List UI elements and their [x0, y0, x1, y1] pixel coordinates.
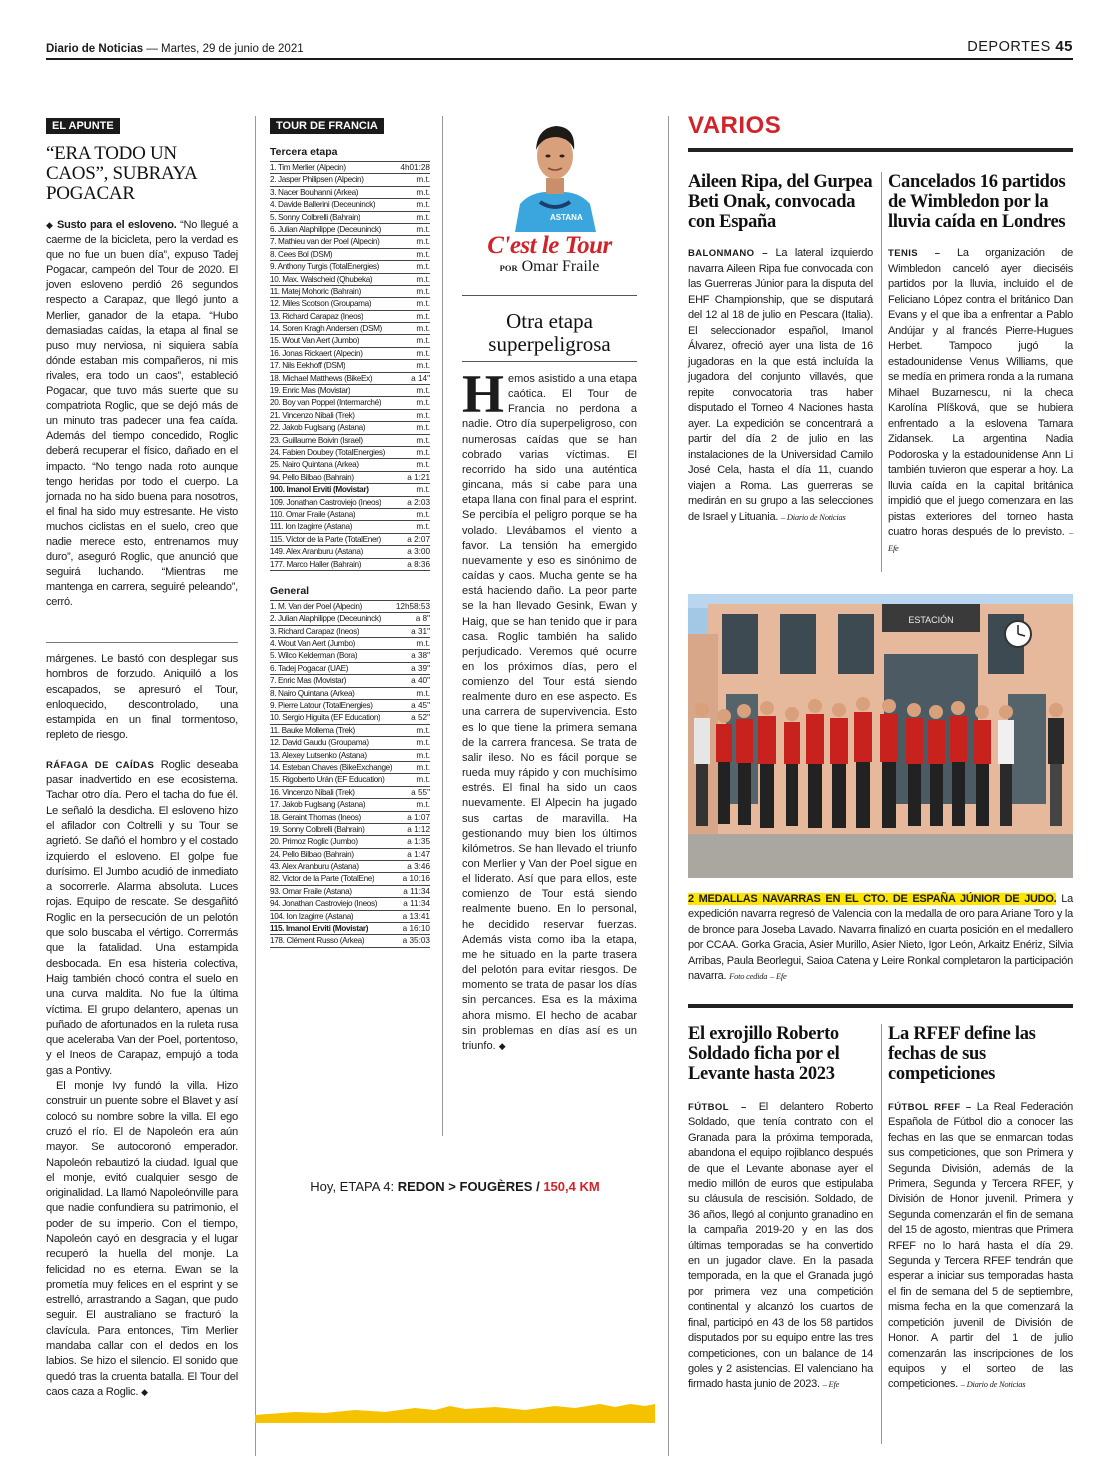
rider-time: a 3:46 [407, 862, 430, 872]
table-row [270, 199, 430, 211]
rider-time: a 11:34 [403, 886, 430, 896]
rider-name: 17. Nils Eekhoff (DSM) [270, 361, 346, 371]
rider-name: 12. David Gaudu (Groupama) [270, 738, 369, 748]
rider-name: 23. Guillaume Boivin (Israel) [270, 435, 363, 445]
article-text: La lateral izquierdo navarra Aileen Ripa fue convocada con las Guerreras Júnior para la disputa del EHF Championship, que se disputará del 12 al 18 de julio en Pescara (Italia). El seleccionador español, Imanol Álvarez, ofreció ayer una lista de 16 jugadoras en la que está incluída la jugadora del conjunto villavés, que repite convocatoria tras haber disputado el Torneo 4 Naciones hasta ayer. La expedición se concentrará a partir del día 2 de julio en las instalaciones de la Universidad Camilo José Cela, hasta el día 11, cuando viajen a Roma. Las guerreras se medirán en su grupo a las selecciones de Israel y Lituania. [688, 247, 874, 523]
rider-name: 14. Esteban Chaves (BikeExchange) [270, 762, 393, 772]
apunte-tag: EL APUNTE [46, 118, 120, 134]
table-row [270, 836, 430, 848]
table-row [270, 286, 430, 298]
article-headline: La RFEF define las fechas de sus competiciones [888, 1024, 1036, 1084]
photo-caption: 2 MEDALLAS NAVARRAS EN EL CTO. DE ESPAÑA JÚNIOR DE JUDO. La expedición navarra regresó de Valencia con la medalla de oro para Ariane Toro y la de bronce para Joseba Lavado. Navarra finalizó en cuarta posición en el medallero por CCAA. Gorka Gracia, Asier Murillo, Asier Nieto, Igor León, Arkaitz Enériz, Silvia Arribas, Paula Beorlegui, Saioa Catena y Leire Ronkal completaron la participación navarra. Foto cedida – Efe [688, 893, 1074, 983]
table-row [270, 663, 430, 675]
header-date: — Martes, 29 de junio de 2021 [146, 43, 304, 55]
rider-name: 17. Jakob Fuglsang (Astana) [270, 800, 366, 810]
rider-name: 21. Vincenzo Nibali (Trek) [270, 410, 355, 420]
rider-name: 24. Pello Bilbao (Bahrain) [270, 849, 354, 859]
table-row [270, 236, 430, 248]
table-row [270, 812, 430, 824]
rider-name: 20. Primoz Roglic (Jumbo) [270, 837, 358, 847]
table-row [270, 700, 430, 712]
rider-time: a 8" [415, 614, 430, 624]
opinion-text: emos asistido a una etapa caótica. El Tour de Francia no perdona a nadie. Otro día superpeligroso, con numerosas caídas que se han cobrado varias víctimas. El recorrido ha sido una auténtica gincana, más si cabe para una etapa llana con final para el esprint. Se percibía el peligro porque se ha volado. Llevábamos el viento a favor. La tensión ha emergido nuevamente y eso es sinónimo de caídas y caos. Mucha gente se ha está haciendo daño. La peor parte se la han llevado Gesink, Ewan y Haig, que se han tenido que ir para casa. Roglic también ha salido perjudicado. Veremos qué ocurre en los próximos días, pero el comienzo del Tour está siendo realmente duro en ese aspecto. Es una carrera de supervivencia. Esto es lo que tiene la primera semana de la carrera francesa. Se trata de salir ileso. No es fácil porque se rueda muy rápido y con muchísimo estrés. El final ha sido un caos nuevamente. El Alpecin ha jugado sus cartas de maravilla. Ha gestionando muy bien los últimos kilómetros. Se han llevado el triunfo con Merlier y Van der Poel sigue en el liderato. Así que para ellos, este comienzo de Tour está siendo realmente bueno. En lo personal, he decidido reservar fuerzas. Además vista como iba la etapa, me he situado en la parte trasera del pelotón para evitar riesgos. De momento se trata de pasar los días sin percances. Esa es la máxima ahora mismo. El hecho de acabar sin problemas en días así es un triunfo. [462, 373, 637, 1052]
varios-rule [688, 1004, 1073, 1008]
general-title: General [270, 584, 310, 597]
hoy-route: REDON > FOUGÈRES / [397, 1179, 540, 1194]
rider-time: a 14" [411, 373, 430, 383]
varios-title: VARIOS [688, 112, 782, 139]
rider-time: m.t. [416, 299, 430, 309]
rider-time: m.t. [416, 435, 430, 445]
table-row [270, 886, 430, 898]
tour-results [270, 116, 430, 948]
rider-name: 7. Mathieu van der Poel (Alpecin) [270, 237, 380, 247]
rider-time: m.t. [416, 212, 430, 222]
article-headline: Aileen Ripa, del Gurpea Beti Onak, convocada con España [688, 172, 873, 232]
rider-name: 1. Tim Merlier (Alpecin) [270, 163, 346, 172]
table-row [270, 497, 430, 509]
table-row [270, 601, 430, 613]
table-row [270, 385, 430, 397]
page-header [46, 38, 1073, 60]
rider-time: m.t. [416, 639, 430, 649]
apunte-box [46, 116, 238, 610]
table-row [270, 459, 430, 471]
rider-name: 149. Alex Aranburu (Astana) [270, 547, 363, 557]
table-row [270, 935, 430, 947]
rider-name: 8. Cees Bol (DSM) [270, 249, 333, 259]
rider-name: 6. Julian Alaphilippe (Deceuninck) [270, 224, 381, 234]
judo-team-photo [688, 594, 1073, 878]
rider-name: 25. Nairo Quintana (Arkea) [270, 460, 359, 470]
rider-time: m.t. [416, 386, 430, 396]
apunte-title: “ERA TODO UN CAOS”, SUBRAYA POGACAR [46, 143, 197, 204]
rider-name: 24. Fabien Doubey (TotalEnergies) [270, 447, 385, 457]
rider-name: 178. Clément Russo (Arkea) [270, 936, 365, 946]
section-name: DEPORTES [967, 39, 1051, 55]
table-row [270, 737, 430, 749]
rider-name: 8. Nairo Quintana (Arkea) [270, 688, 355, 698]
rider-time: m.t. [416, 460, 430, 470]
rider-time: 12h58:53 [395, 601, 430, 611]
article-aileen-ripa: Aileen Ripa, del Gurpea Beti Onak, convocada con España BALONMANO – La lateral izquierdo navarra Aileen Ripa fue convocada con las Guerreras Júnior para la disputa del EHF Championship, que se disputará del 12 al 18 de julio en Pescara (Italia). El seleccionador español, Imanol Álvarez, ofreció ayer una lista de 16 jugadoras en la que está incluída la jugadora del conjunto villavés, que repite convocatoria tras haber disputado el Torneo 4 Naciones hasta ayer. La expedición se concentrará a partir del día 2 de julio en las instalaciones de la Universidad Camilo José Cela, hasta el día 11, cuando viajen a Roma. Las guerreras se medirán en su grupo a las selecciones de Israel y Lituania. – Diario de Noticias [688, 172, 874, 523]
table-row [270, 397, 430, 409]
column-rule [881, 1024, 882, 1444]
rider-name: 3. Nacer Bouhanni (Arkea) [270, 187, 359, 197]
table-row [270, 212, 430, 224]
rider-time: a 52" [411, 713, 430, 723]
subhead-rafaga: RÁFAGA DE CAÍDAS [46, 759, 155, 771]
rider-time: m.t. [416, 750, 430, 760]
rider-name: 20. Boy van Poppel (Intermarché) [270, 398, 382, 408]
article-headline: Cancelados 16 partidos de Wimbledon por la lluvia caída en Londres [888, 172, 1066, 232]
table-row [270, 911, 430, 923]
table-row [270, 422, 430, 434]
svg-text:ASTANA: ASTANA [550, 213, 583, 222]
rider-name: 5. Sonny Colbrelli (Bahrain) [270, 212, 361, 222]
rider-time: m.t. [416, 224, 430, 234]
article-text: La Real Federación Española de Fútbol dio a conocer las fechas en las que se enmarcan todas sus competiciones, que son Primera y Segunda División, además de la Primera, Segunda y Tercera RFEF, y División de Honor juvenil. Primera y Segunda comenzarán el fin de semana del 15 de agosto, mientras que Primera RFEF no lo hará hasta el día 29. Segunda y Tercera RFEF tendrán que esperar a iniciar sus temporadas hasta el fin de semana del 5 de septiembre, misma fecha en la que comenzará la competición juvenil de División de Honor. A partir del 1 de julio comenzarán las inscripciones de los equipos y el sorteo de las competiciones. [888, 1101, 1073, 1391]
table-row [270, 298, 430, 310]
table-row [270, 435, 430, 447]
rider-time: a 1:21 [407, 472, 430, 482]
rider-time: a 55" [411, 787, 430, 797]
paragraph: Roglic deseaba pasar inadvertido en ese ecosistema. Tachar otro día. Pero el tacha do fue él. Le señaló la desdicha. El esloveno hizo el afilador con Coltrelli y su Tour se agrietó. Se dañó el hombro y el costado izquierdo el esloveno. El golpe fue durísimo. El Jumbo acudió de inmediato a socorrerle. Alarma absoluta. Luces rojas. Equipo de rescate. Se desgañitó Roglic en la persecución de un pelotón que solo buscaba el vértigo. Corrermás que la fatalidad. Una estampida desbocada. En esa histeria colectiva, Haig también chocó contra el suelo en una curva maldita. No fue la última víctima. El grupo delantero, apenas un puñado de afortunados en la ruleta rusa que aceleraba Van der Poel, portentoso, y el Ineos de Carapaz, empujó a toda gas a Pontivy. [46, 758, 239, 1077]
rider-time: m.t. [416, 447, 430, 457]
caption-highlight: 2 MEDALLAS NAVARRAS EN EL CTO. DE ESPAÑA JÚNIOR DE JUDO. [688, 893, 1057, 905]
cest-le-tour-brand [462, 232, 637, 276]
rider-name: 13. Richard Carapaz (Ineos) [270, 311, 364, 321]
rider-name: 5. Wilco Kelderman (Bora) [270, 651, 358, 661]
rider-time: a 1:07 [407, 812, 430, 822]
caption-credit: Foto cedida [729, 971, 768, 982]
rider-name: 110. Omar Fraile (Astana) [270, 509, 356, 519]
table-row [270, 249, 430, 261]
byline: POR Omar Fraile [499, 258, 600, 275]
rider-time: m.t. [416, 336, 430, 346]
column-rule [881, 172, 882, 572]
apunte-lead: Susto para el esloveno. [57, 219, 177, 231]
article-rfef: La RFEF define las fechas de sus competiciones FÚTBOL RFEF – La Real Federación Española de Fútbol dio a conocer las fechas en las que se enmarcan todas sus competiciones, que son Primera y Segunda División, además de la Primera, Segunda y Tercera RFEF, y División de Honor juvenil. Primera y Segunda comenzarán el fin de semana del 15 de agosto, mientras que Primera RFEF no lo hará hasta el día 29. Segunda y Tercera RFEF tendrán que esperar a iniciar sus temporadas hasta el fin de semana del 5 de septiembre, misma fecha en la que comenzará la competición juvenil de División de Honor. A partir del 1 de julio comenzarán las inscripciones de los equipos y el sorteo de las competiciones. – Diario de Noticias [888, 1024, 1073, 1391]
rider-time: m.t. [416, 274, 430, 284]
rider-name: 11. Bauke Mollema (Trek) [270, 725, 355, 735]
rider-name: 100. Imanol Erviti (Movistar) [270, 485, 369, 495]
page-number: 45 [1055, 38, 1073, 55]
rider-time: m.t. [416, 249, 430, 259]
table-row [270, 849, 430, 861]
rider-time: a 1:47 [407, 849, 430, 859]
rider-time: m.t. [416, 423, 430, 433]
table-row [270, 861, 430, 873]
rider-time: m.t. [416, 200, 430, 210]
header-right [967, 38, 1073, 55]
table-row [270, 274, 430, 286]
article-text: La organización de Wimbledon canceló ayer dieciséis partidos por la lluvia, incluido el de Feliciano López contra el británico Dan Evans y el que iba a enfrentar a Pablo Andújar y al francés Pierre-Hugues Herbet. Tampoco jugó la estadounidense Venus Williams, que se medía en primera ronda a la rumana Mihael Buzarnescu, ni la checa Karolína Plíšková, que se hubiera enfrentado a la eslovena Tamara Zidansek. La argentina Nadia Podoroska y la estadounidense Ann Li también tuvieron que esperar a hoy. La lluvia caída en la capital británica impidió que el juego comenzara en las pistas exteriores del torneo hasta cuatro horas después de lo previsto. [888, 247, 1073, 538]
table-row [270, 509, 430, 521]
paper-name: Diario de Noticias [46, 43, 144, 55]
rider-name: 2. Julian Alaphilippe (Deceuninck) [270, 614, 381, 624]
table-row [270, 774, 430, 786]
header-left [46, 43, 304, 55]
rider-time: m.t. [416, 738, 430, 748]
next-stage-banner [255, 1172, 655, 1202]
article-wimbledon: Cancelados 16 partidos de Wimbledon por la lluvia caída en Londres TENIS – La organización de Wimbledon canceló ayer dieciséis partidos por la lluvia, incluido el de Feliciano López contra el británico Dan Evans y el que iba a enfrentar a Pablo Andújar y al francés Pierre-Hugues Herbet. Tampoco jugó la estadounidense Venus Williams, que se medía en primera ronda a la rumana Mihael Buzarnescu, ni la checa Karolína Plíšková, que se hubiera enfrentado a la eslovena Tamara Zidansek. La argentina Nadia Podoroska y la estadounidense Ann Li también tuvieron que esperar a hoy. La lluvia caída en la capital británica impidió que el juego comenzara en las pistas exteriores del torneo hasta cuatro horas después de lo previsto. – Efe [888, 172, 1073, 553]
stage-title: Tercera etapa [270, 146, 338, 158]
stage-profile-graphic [255, 1340, 655, 1430]
table-row [270, 923, 430, 935]
table-row [270, 410, 430, 422]
column-rule [668, 116, 669, 1456]
rider-name: 3. Richard Carapaz (Ineos) [270, 626, 360, 636]
rider-name: 104. Ion Izagirre (Astana) [270, 911, 354, 921]
rider-time: m.t. [416, 286, 430, 296]
apunte-body: ◆ Susto para el esloveno. “No llegué a caerme de la bicicleta, pero la verdad es que no fue un buen día”, expuso Tadej Pogacar, campeón del Tour de 2020. El joven esloveno perdió 26 segundos respecto a Carapaz, que llegó junto a Merlier, ganador de la etapa. “Hubo demasiadas caídas, la etapa al final se puso muy nerviosa, ni siquiera sabía dónde estaban mis compañeros, ni mis rivales, era todo un caos”, estableció Pogacar, que tuvo más suerte que su compatriota Roglic, que se dejó más de un minuto tras padecer una fea caída. Además del tiempo concedido, Roglic deberá recuperar el físico, dañado en el impacto. “No tengo nada roto aunque tengo heridas por todo el cuerpo. La jornada no ha sido buena para nosotros, el final ha sido muy estresante. He visto muchos ciclistas en el suelo, creo que nadie merece esto, entrenamos muy duro”, aseguró Roglic, que anunció que seguirá luchando. “Mientras me mantenga en carrera, seguiré peleando”, cerró. [46, 219, 238, 609]
table-row [270, 650, 430, 662]
rider-name: 82. Victor de la Parte (TotalEne) [270, 874, 375, 884]
rider-time: m.t. [416, 262, 430, 272]
table-row [270, 534, 430, 546]
rider-time: m.t. [416, 509, 430, 519]
rider-name: 10. Max. Walscheid (Qhubeka) [270, 274, 373, 284]
opinion-body: Hemos asistido a una etapa caótica. El Tour de Francia no perdona a nadie. Otro día superpeligroso, con numerosas caídas que se han cobrado varias víctimas. El recorrido ha sido una auténtica gincana, más si cabe para una etapa llana con final para el esprint. Se percibía el peligro porque se ha volado. Llevábamos el viento a favor. La tensión ha emergido nuevamente y eso es sinónimo de caídas y caos. Mucha gente se ha está haciendo daño. La peor parte se la han llevado Gesink, Ewan y Haig, que se han tenido que ir para casa. Roglic también ha salido perjudicado. Veremos qué ocurre en los próximos días, pero el comienzo del Tour está siendo realmente duro en ese aspecto. Es una carrera de supervivencia. Esto es lo que tiene la primera semana de la carrera francesa. Se trata de salir ileso. No es fácil porque se rueda muy rápido y con muchísimo estrés. El final ha sido un caos nuevamente. El Alpecin ha jugado sus cartas de maravilla. Ha gestionando muy bien los últimos kilómetros. Se han llevado el triunfo con Merlier y Van der Poel sigue en el liderato. Así que para ellos, este comienzo de Tour está siendo realmente bueno. En lo personal, he decidido reservar fuerzas. Además vista como iba la etapa, me he situado en la parte trasera del pelotón para evitar riesgos. De momento se trata de pasar los días sin percances. Esa es la máxima ahora mismo. El hecho de acabar sin problemas en días así es un triunfo. ◆ [462, 364, 637, 1052]
table-row [270, 360, 430, 372]
rider-name: 15. Rigoberto Urán (EF Education) [270, 775, 385, 785]
rider-time: a 11:34 [403, 899, 430, 909]
rider-name: 93. Omar Fraile (Astana) [270, 886, 352, 896]
apunte-text: “No llegué a caerme de la bicicleta, pero la verdad es que no fue un buen día”, expuso Tadej Pogacar, campeón del Tour de 2020. El joven esloveno perdió 26 segundos respecto a Carapaz, que llegó junto a Merlier, ganador de la etapa. “Hubo demasiadas caídas, la etapa al final se puso muy nerviosa, ni siquiera sabía dónde estaban mis compañeros, ni mis rivales, era todo un caos”, estableció Pogacar, que tuvo más suerte que su compatriota Roglic, que se dejó más de un minuto tras padecer una fea caída. Además del tiempo concedido, Roglic deberá recuperar el físico, dañado en el impacto. “No tengo nada roto aunque tengo heridas por todo el cuerpo. La jornada no ha sido buena para nosotros, el final ha sido muy estresante. He visto muchos ciclistas en el suelo, creo que nadie merece esto, entrenamos muy duro”, aseguró Roglic, que anunció que seguirá luchando. “Mientras me mantenga en carrera, seguiré peleando”, cerró. [46, 219, 238, 609]
table-row [270, 626, 430, 638]
rider-name: 9. Anthony Turgis (TotalEnergies) [270, 262, 380, 272]
table-row [270, 613, 430, 625]
rider-time: m.t. [416, 175, 430, 185]
rider-time: m.t. [416, 311, 430, 321]
table-row [270, 787, 430, 799]
table-row [270, 373, 430, 385]
table-row [270, 638, 430, 650]
rider-name: 94. Pello Bilbao (Bahrain) [270, 472, 354, 482]
rider-time: m.t. [416, 410, 430, 420]
rider-time: a 2:03 [407, 497, 430, 507]
table-row [270, 725, 430, 737]
rider-time: a 38" [411, 651, 430, 661]
rider-time: a 39" [411, 663, 430, 673]
rider-time: m.t. [416, 485, 430, 495]
table-row [270, 224, 430, 236]
stage-results-table [270, 161, 430, 571]
table-row [270, 898, 430, 910]
column-rule [255, 116, 256, 1456]
table-row [270, 559, 430, 571]
tour-tag: TOUR DE FRANCIA [270, 118, 384, 134]
rider-time: a 31" [411, 626, 430, 636]
rider-time: m.t. [416, 800, 430, 810]
main-article-body [46, 652, 238, 1400]
rider-time: a 2:07 [407, 534, 430, 544]
table-row [270, 447, 430, 459]
table-row [270, 472, 430, 484]
columnist-photo [510, 112, 600, 232]
table-row [270, 348, 430, 360]
apunte-rule [46, 642, 238, 643]
rider-name: 6. Tadej Pogacar (UAE) [270, 663, 349, 673]
article-text: El delantero Roberto Soldado, que tenía contrato con el Granada para la próxima temporada, abandona el equipo rojiblanco después de que el Levante abonase ayer el medio millón de euros que estipulaba su cláusula de rescisión. Soldado, de 36 años, llegó al conjunto granadino en la campaña 2019-20 y en las dos últimas temporadas se ha convertido en un jugador clave. En la pasada temporada, en la que el Granada jugó por primera vez una competición continental y alcanzó los cuartos de final, participó en 43 de los 58 partidos disputados por su equipo entre las tres competiciones, con un balance de 14 goles y 2 asistencias. El valenciano ha firmado hasta junio de 2023. [688, 1101, 873, 1391]
divider [462, 361, 637, 362]
rider-time: m.t. [416, 398, 430, 408]
rider-name: 1. M. Van der Poel (Alpecin) [270, 601, 362, 611]
rider-name: 16. Vincenzo Nibali (Trek) [270, 787, 355, 797]
cest-le-tour-logo: C'est le Tour [487, 232, 612, 259]
rider-name: 13. Alexey Lutsenko (Astana) [270, 750, 367, 760]
svg-text:ESTACIÓN: ESTACIÓN [908, 615, 954, 625]
rider-time: a 10:16 [402, 874, 430, 884]
table-row [270, 261, 430, 273]
rider-time: a 1:12 [407, 824, 430, 834]
table-row [270, 174, 430, 186]
rider-name: 9. Pierre Latour (TotalEnergies) [270, 701, 373, 711]
rider-name: 12. Miles Scotson (Groupama) [270, 299, 372, 309]
column-rule [442, 116, 443, 1136]
table-row [270, 162, 430, 174]
rider-time: m.t. [416, 775, 430, 785]
rider-name: 4. Wout Van Aert (Jumbo) [270, 639, 356, 649]
opinion-title: Otra etapa superpeligrosa [488, 309, 611, 356]
rider-name: 16. Jonas Rickaert (Alpecin) [270, 348, 363, 358]
table-row [270, 484, 430, 496]
rider-name: 14. Soren Kragh Andersen (DSM) [270, 324, 382, 334]
rider-name: 115. Imanol Erviti (Movistar) [270, 924, 369, 934]
rider-time: a 40" [411, 676, 430, 686]
table-row [270, 521, 430, 533]
table-row [270, 675, 430, 687]
rider-time: m.t. [416, 725, 430, 735]
rider-time: a 16:10 [402, 924, 430, 934]
rider-time: a 35:03 [402, 936, 430, 946]
table-row [270, 762, 430, 774]
table-row [270, 546, 430, 558]
dropcap: H [462, 364, 505, 424]
table-row [270, 688, 430, 700]
rider-time: m.t. [416, 187, 430, 197]
rider-time: m.t. [416, 522, 430, 532]
table-row [270, 824, 430, 836]
rider-time: m.t. [416, 361, 430, 371]
rider-name: 18. Michael Matthews (BikeEx) [270, 373, 373, 383]
table-row [270, 712, 430, 724]
rider-name: 109. Jonathan Castroviejo (Ineos) [270, 497, 382, 507]
caption-text: La expedición navarra regresó de Valencia con la medalla de oro para Ariane Toro y la de bronce para Joseba Lavado. Navarra finalizó en cuarta posición en el medallero por CCAA. Gorka Gracia, Asier Murillo, Asier Nieto, Igor León, Arkaitz Enériz, Silvia Arribas, Paula Beorlegui, Saioa Catena y Leire Ronkal completaron la participación navarra. [688, 893, 1074, 983]
article-headline: El exrojillo Roberto Soldado ficha por el Levante hasta 2023 [688, 1024, 840, 1084]
rider-name: 2. Jasper Philipsen (Alpecin) [270, 175, 364, 185]
rider-time: m.t. [416, 762, 430, 772]
rider-time: a 45" [411, 701, 430, 711]
rider-name: 43. Alex Aranburu (Astana) [270, 862, 359, 872]
rider-name: 18. Geraint Thomas (Ineos) [270, 812, 361, 822]
divider [462, 295, 637, 296]
rider-time: m.t. [416, 324, 430, 334]
hoy-km: 150,4 KM [543, 1179, 600, 1194]
rider-time: a 8:36 [407, 559, 430, 569]
table-row [270, 750, 430, 762]
rider-time: m.t. [416, 348, 430, 358]
hoy-prefix: Hoy, ETAPA 4: [310, 1179, 395, 1194]
rider-time: a 13:41 [402, 911, 430, 921]
table-row [270, 335, 430, 347]
rider-time: m.t. [416, 688, 430, 698]
rider-name: 11. Matej Mohoric (Bahrain) [270, 286, 361, 296]
table-row [270, 187, 430, 199]
table-row [270, 799, 430, 811]
rider-name: 115. Víctor de la Parte (TotalEner) [270, 534, 381, 544]
varios-rule [688, 148, 1073, 152]
table-row [270, 323, 430, 335]
rider-name: 4. Davide Ballerini (Deceuninck) [270, 200, 376, 210]
rider-name: 94. Jonathan Castroviejo (Ineos) [270, 899, 378, 909]
rider-name: 10. Sergio Higuita (EF Education) [270, 713, 381, 723]
rider-name: 111. Ion Izagirre (Astana) [270, 522, 353, 532]
rider-time: a 1:35 [407, 837, 430, 847]
rider-name: 19. Enric Mas (Movistar) [270, 386, 351, 396]
paragraph: márgenes. Le bastó con desplegar sus hombros de forzudo. Aniquiló a los escapados, se apresuró el Tour, enloquecido, descontrolado, una estampida en un final tormentoso, repleto de riesgo. [46, 653, 238, 742]
rider-name: 15. Wout Van Aert (Jumbo) [270, 336, 360, 346]
paragraph: El monje Ivy fundó la villa. Hizo construir un puente sobre el Blavet y así colocó su nombre sobre la villa. El ego cruzó el río. El de Napoleón era aún mayor. Se autocoronó emperador. Napoleón rebautizó la ciudad. Igual que el monje, evitó cualquier sesgo de originalidad. La llamó Napoleónville para que nadie confundiera su patrimonio, el poder de su imperio. Con el tiempo, Napoleón cayó en desgracia y el lugar recuperó la huella del monje. La felicidad no es eterna. Ewan se la prometía muy felices en el esprint y se estrelló, arrastrando a Sagan, que pudo seguir. El australiano se fracturó la clavícula. Para entonces, Tim Merlier mandaba callar con el dedos en los labios. Se hizo el silencio. El sonido que quedó tras la cruenta batalla. El Tour del caos caza a Roglic. ◆ [46, 1080, 238, 1398]
rider-name: 7. Enric Mas (Movistar) [270, 676, 347, 686]
rider-name: 22. Jakob Fuglsang (Astana) [270, 423, 366, 433]
rider-name: 177. Marco Haller (Bahrain) [270, 559, 362, 569]
rider-time: m.t. [416, 237, 430, 247]
table-row [270, 311, 430, 323]
article-soldado: El exrojillo Roberto Soldado ficha por el Levante hasta 2023 FÚTBOL – El delantero Roberto Soldado, que tenía contrato con el Granada para la próxima temporada, abandona el equipo rojiblanco después de que el Levante abonase ayer el medio millón de euros que estipulaba su cláusula de rescisión. Soldado, de 36 años, llegó al conjunto granadino en la campaña 2019-20 y en las dos últimas temporadas se ha convertido en un jugador clave. En la pasada temporada, en la que el Granada jugó por primera vez una competición continental y alcanzó los cuartos de final, participó en 43 de los 58 partidos disputados por su equipo entre las tres competiciones, con un balance de 14 goles y 2 asistencias. El valenciano ha firmado hasta junio de 2023. – Efe [688, 1024, 873, 1391]
rider-time: a 3:00 [407, 547, 430, 557]
rider-time: 4h01:28 [400, 163, 430, 172]
rider-name: 19. Sonny Colbrelli (Bahrain) [270, 824, 365, 834]
general-results-table [270, 600, 430, 948]
table-row [270, 873, 430, 885]
